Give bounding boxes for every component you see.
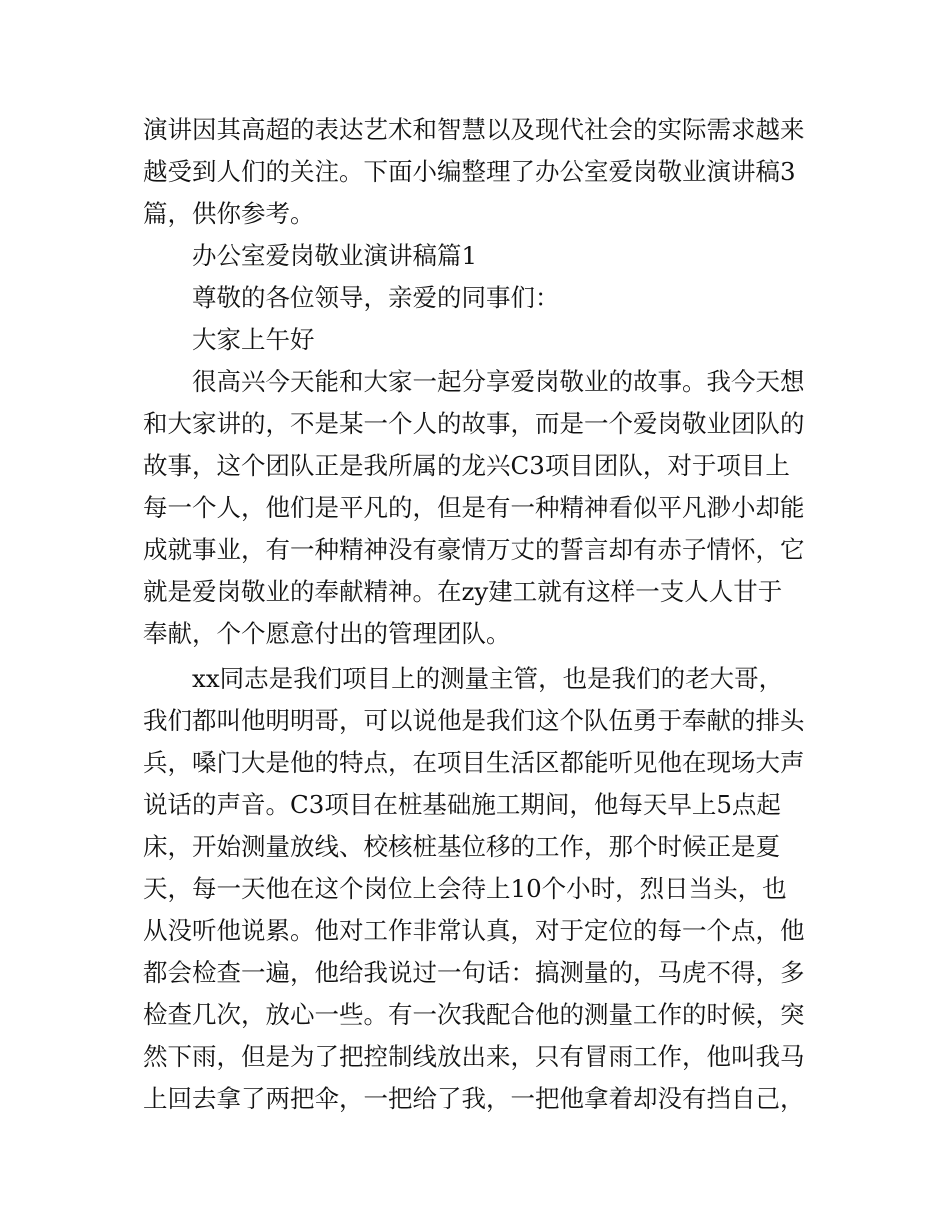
paragraph-line: 奉献，个个愿意付出的管理团队。: [143, 619, 511, 648]
paragraph-line: xx同志是我们项目上的测量主管，也是我们的老大哥，: [192, 664, 784, 693]
paragraph-line: 床，开始测量放线、校核桩基位移的工作，那个时候正是夏: [143, 832, 780, 861]
paragraph-line: 很高兴今天能和大家一起分享爱岗敬业的故事。我今天想: [192, 367, 805, 396]
paragraph-line: 天，每一天他在这个岗位上会待上10个小时，烈日当头，也: [143, 874, 787, 903]
section-heading: 办公室爱岗敬业演讲稿篇1: [192, 241, 478, 270]
paragraph-line: 每一个人，他们是平凡的，但是有一种精神看似平凡渺小却能: [143, 493, 805, 522]
paragraph-line: 我们都叫他明明哥，可以说他是我们这个队伍勇于奉献的排头: [143, 706, 805, 735]
paragraph-line: 演讲因其高超的表达艺术和智慧以及现代社会的实际需求越来: [143, 115, 805, 144]
paragraph-line: 上回去拿了两把伞，一把给了我，一把他拿着却没有挡自己，: [143, 1084, 805, 1113]
paragraph-line: 检查几次，放心一些。有一次我配合他的测量工作的时候，突: [143, 1000, 805, 1029]
paragraph-line: 就是爱岗敬业的奉献精神。在zy建工就有这样一支人人甘于: [143, 577, 783, 606]
paragraph-line: 说话的声音。C3项目在桩基础施工期间，他每天早上5点起: [143, 790, 781, 819]
paragraph-line: 成就事业，有一种精神没有豪情万丈的誓言却有赤子情怀，它: [143, 535, 805, 564]
salutation-line: 尊敬的各位领导，亲爱的同事们：: [192, 283, 560, 312]
paragraph-line: 都会检查一遍，他给我说过一句话：搞测量的，马虎不得，多: [143, 958, 805, 987]
paragraph-line: 和大家讲的，不是某一个人的故事，而是一个爱岗敬业团队的: [143, 409, 805, 438]
paragraph-line: 越受到人们的关注。下面小编整理了办公室爱岗敬业演讲稿3: [143, 157, 796, 186]
paragraph-line: 篇，供你参考。: [143, 199, 315, 228]
paragraph-line: 从没听他说累。他对工作非常认真，对于定位的每一个点，他: [143, 916, 805, 945]
paragraph-line: 兵，嗓门大是他的特点，在项目生活区都能听见他在现场大声: [143, 748, 805, 777]
paragraph-line: 故事，这个团队正是我所属的龙兴C3项目团队，对于项目上: [143, 451, 790, 480]
paragraph-line: 然下雨，但是为了把控制线放出来，只有冒雨工作，他叫我马: [143, 1042, 805, 1071]
greeting-line: 大家上午好: [192, 325, 315, 354]
